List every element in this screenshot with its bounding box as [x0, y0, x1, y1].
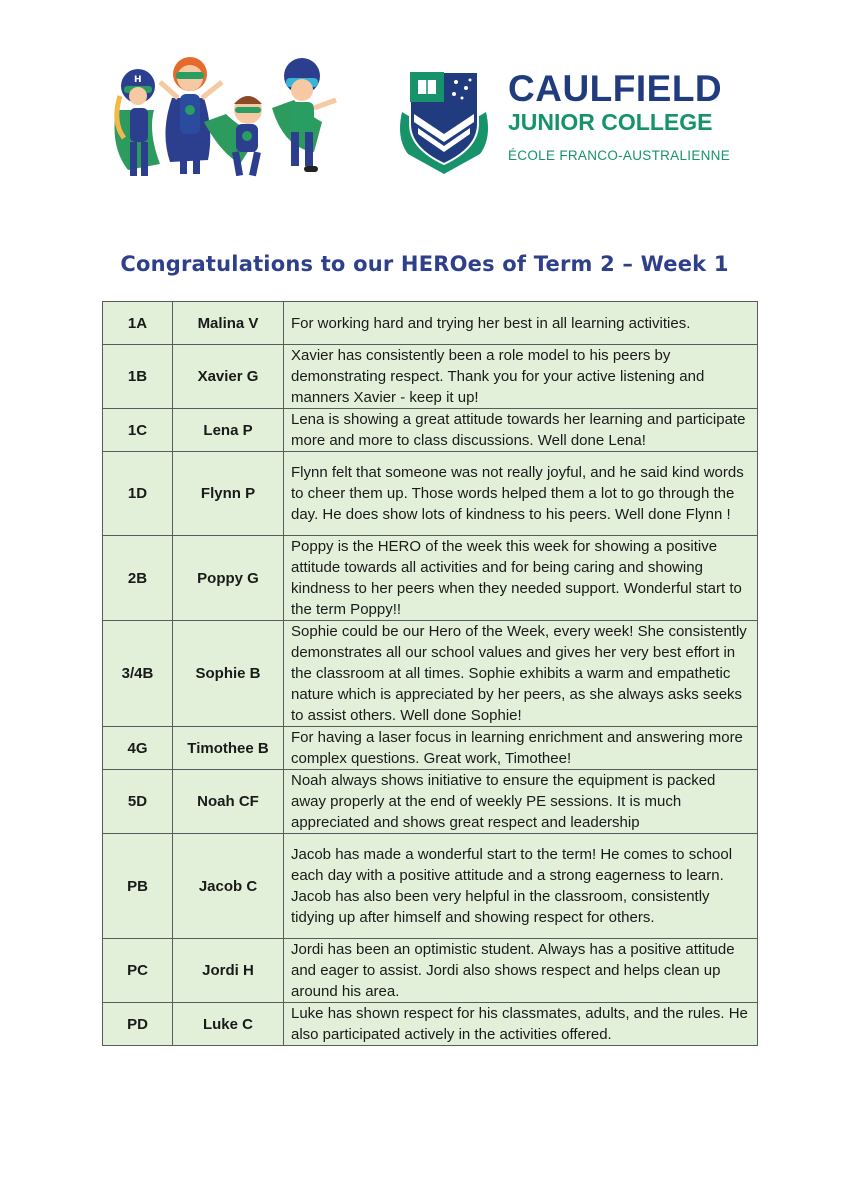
student-name-cell: Flynn P: [173, 452, 284, 536]
table-row: [103, 727, 758, 770]
reason-cell: For working hard and trying her best in all learning activities.: [284, 302, 758, 345]
school-name-line1: CAULFIELD: [508, 68, 723, 109]
class-cell: 2B: [103, 536, 173, 621]
table-row: [103, 302, 758, 345]
student-name-cell: Noah CF: [173, 770, 284, 834]
table-row: [103, 536, 758, 621]
class-cell: 1D: [103, 452, 173, 536]
reason-cell: Jacob has made a wonderful start to the term! He comes to school each day with a positive attitude and a strong eagerness to learn. Jacob has also been very helpful in the classroom, consistently tidying up after himself and showing respect for others.: [284, 834, 758, 939]
table-row: [103, 939, 758, 1003]
student-name-cell: Jordi H: [173, 939, 284, 1003]
reason-cell: Xavier has consistently been a role model to his peers by demonstrating respect. Thank you for your active listening and manners Xavier - keep it up!: [284, 345, 758, 409]
table-row: [103, 1003, 758, 1046]
class-cell: PD: [103, 1003, 173, 1046]
document-header: [0, 0, 849, 220]
reason-cell: Sophie could be our Hero of the Week, every week! She consistently demonstrates all our school values and gives her very best effort in the classroom at all times. Sophie exhibits a warm and empathetic nature which is appreciated by her peers, as she always asks seeks to assist others. Well done Sophie!: [284, 621, 758, 727]
class-cell: 4G: [103, 727, 173, 770]
student-name-cell: Poppy G: [173, 536, 284, 621]
class-cell: 1B: [103, 345, 173, 409]
svg-text:H: H: [134, 75, 142, 85]
student-name-cell: Jacob C: [173, 834, 284, 939]
reason-cell: Luke has shown respect for his classmates, adults, and the rules. He also participated actively in the activities offered.: [284, 1003, 758, 1046]
student-name-cell: Xavier G: [173, 345, 284, 409]
student-name-cell: Lena P: [173, 409, 284, 452]
reason-cell: Poppy is the HERO of the week this week for showing a positive attitude towards all activities and for being caring and showing kindness to her peers when they needed support. Wonderful start to the term Poppy!!: [284, 536, 758, 621]
class-cell: PB: [103, 834, 173, 939]
reason-cell: Flynn felt that someone was not really joyful, and he said kind words to cheer them up. Those words helped them a lot to go through the day. He does show lots of kindness to his peers. Well done Flynn !: [284, 452, 758, 536]
student-name-cell: Timothee B: [173, 727, 284, 770]
table-row: [103, 770, 758, 834]
table-row: [103, 452, 758, 536]
superhero-kids-illustration: [108, 52, 340, 184]
school-name-block: [508, 70, 768, 163]
school-crest-logo: [396, 68, 492, 176]
class-cell: 5D: [103, 770, 173, 834]
page-title: Congratulations to our HEROes of Term 2 – Week 1: [120, 252, 729, 276]
class-cell: 1C: [103, 409, 173, 452]
reason-cell: Noah always shows initiative to ensure the equipment is packed away properly at the end of weekly PE sessions. It is much appreciated and shows great respect and leadership: [284, 770, 758, 834]
student-name-cell: Luke C: [173, 1003, 284, 1046]
school-name-line3: ÉCOLE FRANCO-AUSTRALIENNE: [508, 148, 731, 163]
class-cell: 3/4B: [103, 621, 173, 727]
class-cell: PC: [103, 939, 173, 1003]
table-row: [103, 409, 758, 452]
class-cell: 1A: [103, 302, 173, 345]
heroes-table: [102, 301, 758, 1046]
student-name-cell: Malina V: [173, 302, 284, 345]
reason-cell: For having a laser focus in learning enrichment and answering more complex questions. Great work, Timothee!: [284, 727, 758, 770]
reason-cell: Jordi has been an optimistic student. Always has a positive attitude and eager to assist. Jordi also shows respect and helps clean up around his area.: [284, 939, 758, 1003]
student-name-cell: Sophie B: [173, 621, 284, 727]
reason-cell: Lena is showing a great attitude towards her learning and participate more and more to class discussions. Well done Lena!: [284, 409, 758, 452]
table-row: [103, 834, 758, 939]
table-row: [103, 621, 758, 727]
school-name-line2: JUNIOR COLLEGE: [508, 109, 713, 135]
table-row: [103, 345, 758, 409]
